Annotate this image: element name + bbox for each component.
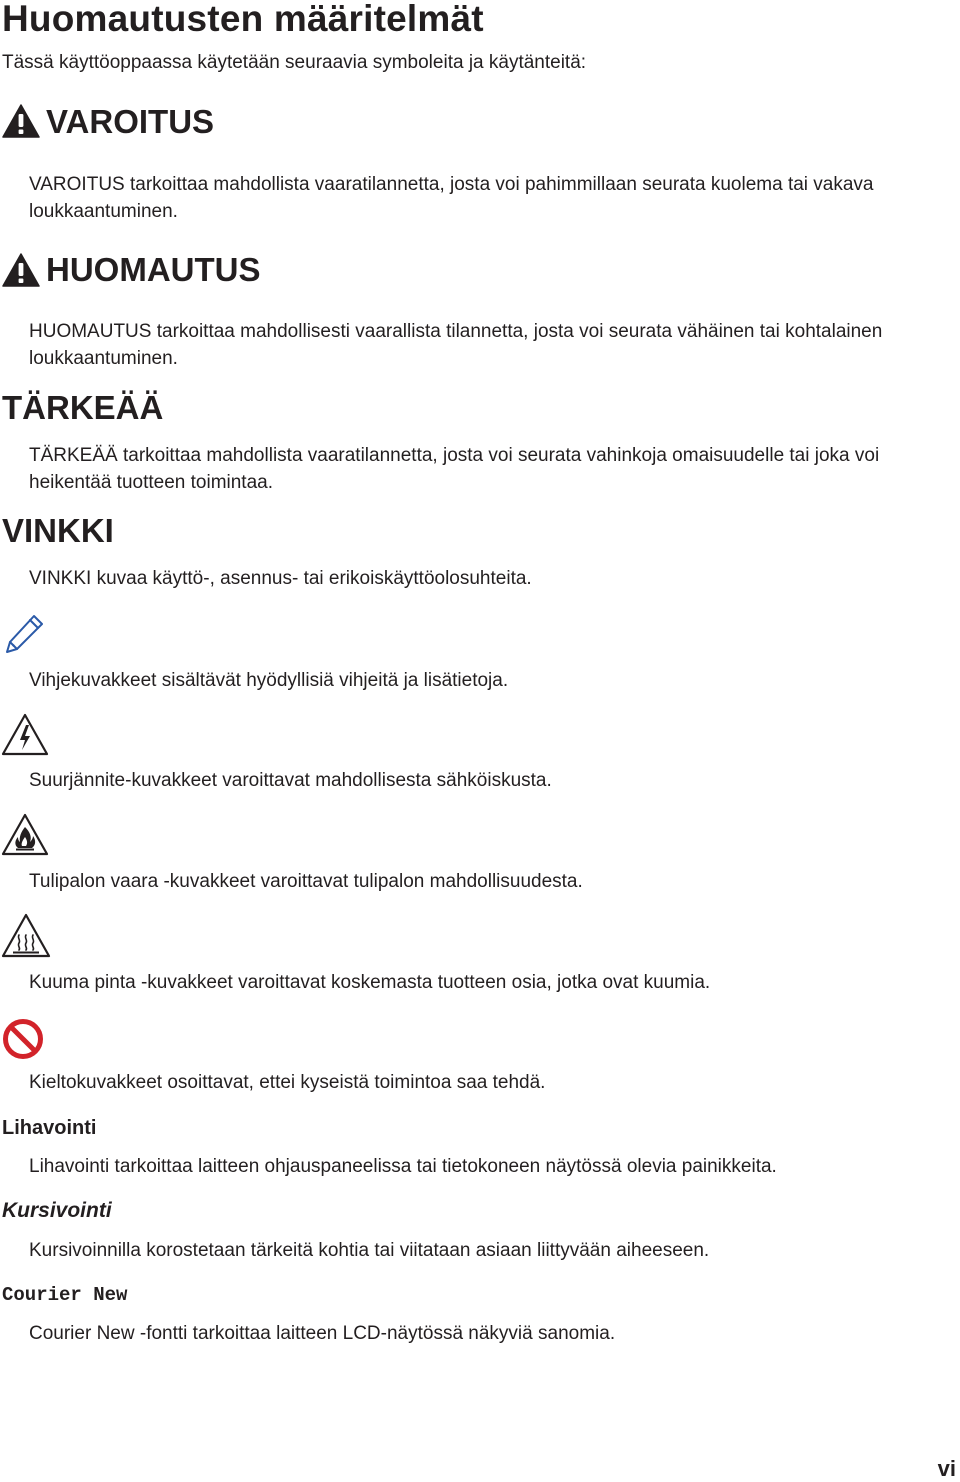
prohibition-text: Kieltokuvakkeet osoittavat, ettei kyseistä toimintoa saa tehdä. (29, 1072, 546, 1093)
bold-text: Lihavointi tarkoittaa laitteen ohjauspaneelissa tai tietokoneen näytössä olevia painikkeita. (29, 1156, 777, 1177)
caution-triangle-icon (2, 253, 40, 287)
italic-heading: Kursivointi (2, 1199, 112, 1222)
electrical-hazard-icon (1, 713, 49, 757)
page-title: Huomautusten määritelmät (2, 0, 484, 39)
tip-text: Vihjekuvakkeet sisältävät hyödyllisiä vihjeitä ja lisätietoja. (29, 670, 509, 691)
warning-heading: VAROITUS (46, 103, 215, 140)
pencil-icon (4, 613, 44, 655)
warning-triangle-icon (2, 104, 40, 138)
hot-text: Kuuma pinta -kuvakkeet varoittavat koskemasta tuotteen osia, jotka ovat kuumia. (29, 972, 711, 993)
prohibition-icon (2, 1018, 44, 1060)
courier-text: Courier New -fontti tarkoittaa laitteen LCD-näytössä näkyviä sanomia. (29, 1323, 616, 1344)
page-number: vi (937, 1456, 956, 1481)
italic-text: Kursivoinnilla korostetaan tärkeitä kohtia tai viitataan asiaan liittyvään aiheeseen. (29, 1240, 710, 1261)
fire-text: Tulipalon vaara -kuvakkeet varoittavat tulipalon mahdollisuudesta. (29, 871, 583, 892)
note-text: VINKKI kuvaa käyttö-, asennus- tai erikoiskäyttöolosuhteita. (29, 568, 532, 589)
important-heading: TÄRKEÄÄ (2, 389, 164, 426)
caution-heading: HUOMAUTUS (46, 251, 261, 288)
fire-hazard-icon (1, 813, 49, 857)
warning-text: VAROITUS tarkoittaa mahdollista vaaratilannetta, josta voi pahimmillaan seurata kuolema tai vakava loukkaantuminen. (29, 174, 874, 222)
courier-heading: Courier New (2, 1284, 128, 1306)
important-text: TÄRKEÄÄ tarkoittaa mahdollista vaaratilannetta, josta voi seurata vahinkoja omaisuudelle tai joka voi heikentää tuotteen toimintaa. (29, 445, 880, 493)
caution-text: HUOMAUTUS tarkoittaa mahdollisesti vaarallista tilannetta, josta voi seurata vähäinen tai kohtalainen loukkaantuminen. (29, 321, 883, 369)
note-heading: VINKKI (2, 512, 114, 549)
intro-text: Tässä käyttöoppaassa käytetään seuraavia symboleita ja käytänteitä: (2, 52, 587, 73)
hot-surface-icon (1, 913, 51, 959)
bold-heading: Lihavointi (2, 1117, 97, 1139)
electrical-text: Suurjännite-kuvakkeet varoittavat mahdollisesta sähköiskusta. (29, 770, 552, 791)
